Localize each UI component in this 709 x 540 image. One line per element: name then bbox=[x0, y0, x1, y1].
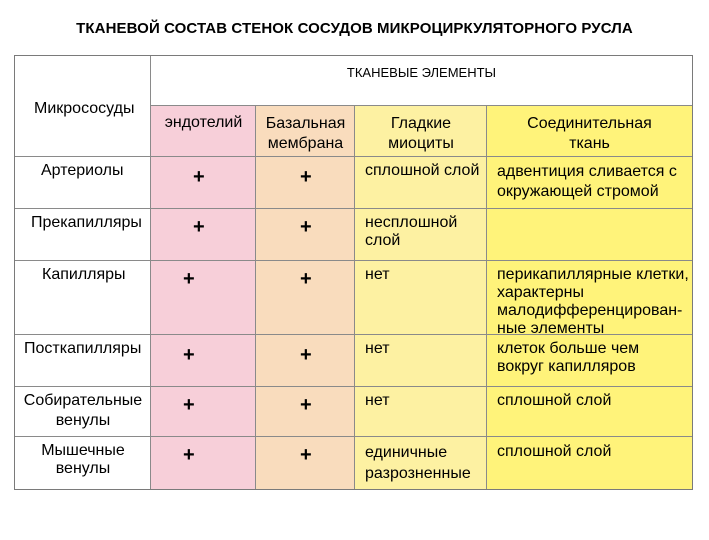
smooth-value: нет bbox=[365, 392, 390, 409]
row-divider bbox=[15, 436, 692, 437]
col-endothelium-label: эндотелий bbox=[164, 114, 243, 131]
tissue-table bbox=[14, 55, 693, 490]
connective-value: перикапиллярные клетки, характерны малодифференцирован-ные элементы bbox=[497, 266, 689, 337]
basal-plus: + bbox=[300, 268, 312, 290]
connective-value: сплошной слой bbox=[497, 392, 612, 409]
col-connective-line1: Соединительная bbox=[527, 115, 652, 132]
basal-plus: + bbox=[300, 394, 312, 416]
smooth-value: несплошной слой bbox=[365, 214, 458, 249]
row-name-collecting-venules: Собирательные венулы bbox=[23, 392, 143, 429]
smooth-value: нет bbox=[365, 340, 390, 357]
endothelium-plus: + bbox=[193, 216, 205, 238]
page-title: ТКАНЕВОЙ СОСТАВ СТЕНОК СОСУДОВ МИКРОЦИРКУЛЯТОРНОГО РУСЛА bbox=[76, 20, 633, 37]
connective-value: адвентиция сливается с окружающей стромой bbox=[497, 163, 677, 200]
col-connective-label bbox=[487, 114, 692, 154]
col-connective-line2: ткань bbox=[569, 135, 610, 152]
smooth-value: нет bbox=[365, 266, 390, 283]
basal-plus: + bbox=[300, 216, 312, 238]
basal-column-bg bbox=[256, 106, 355, 489]
row-divider bbox=[15, 156, 692, 157]
endothelium-plus: + bbox=[193, 166, 205, 188]
endothelium-plus: + bbox=[183, 344, 195, 366]
row-header-label: Микрососуды bbox=[34, 100, 135, 117]
row-name-capillaries: Капилляры bbox=[42, 266, 126, 283]
row-name-precapillaries: Прекапилляры bbox=[31, 214, 142, 231]
endothelium-plus: + bbox=[183, 394, 195, 416]
smooth-value: единичные разрозненные bbox=[365, 444, 471, 482]
row-name-postcapillaries: Посткапилляры bbox=[24, 340, 142, 357]
endothelium-plus: + bbox=[183, 444, 195, 466]
group-header-cell bbox=[151, 56, 692, 106]
basal-plus: + bbox=[300, 166, 312, 188]
col-basal-label bbox=[256, 114, 355, 154]
basal-plus: + bbox=[300, 344, 312, 366]
smooth-value: сплошной слой bbox=[365, 162, 480, 179]
col-basal-line2: мембрана bbox=[267, 135, 344, 152]
row-divider bbox=[15, 208, 692, 209]
basal-plus: + bbox=[300, 444, 312, 466]
row-divider bbox=[15, 260, 692, 261]
connective-value: сплошной слой bbox=[497, 443, 612, 460]
endothelium-column-bg bbox=[151, 106, 256, 489]
connective-value: клеток больше чем вокруг капилляров bbox=[497, 340, 640, 375]
row-divider bbox=[15, 386, 692, 387]
group-header-label: ТКАНЕВЫЕ ЭЛЕМЕНТЫ bbox=[346, 65, 497, 80]
col-basal-line1: Базальная bbox=[265, 115, 346, 132]
col-smooth-line1: Гладкие bbox=[390, 115, 452, 132]
row-name-arterioles: Артериолы bbox=[41, 162, 124, 179]
col-smooth-label bbox=[355, 114, 487, 154]
col-smooth-line2: миоциты bbox=[388, 135, 454, 152]
endothelium-plus: + bbox=[183, 268, 195, 290]
row-name-muscular-venules: Мышечные венулы bbox=[41, 442, 125, 477]
